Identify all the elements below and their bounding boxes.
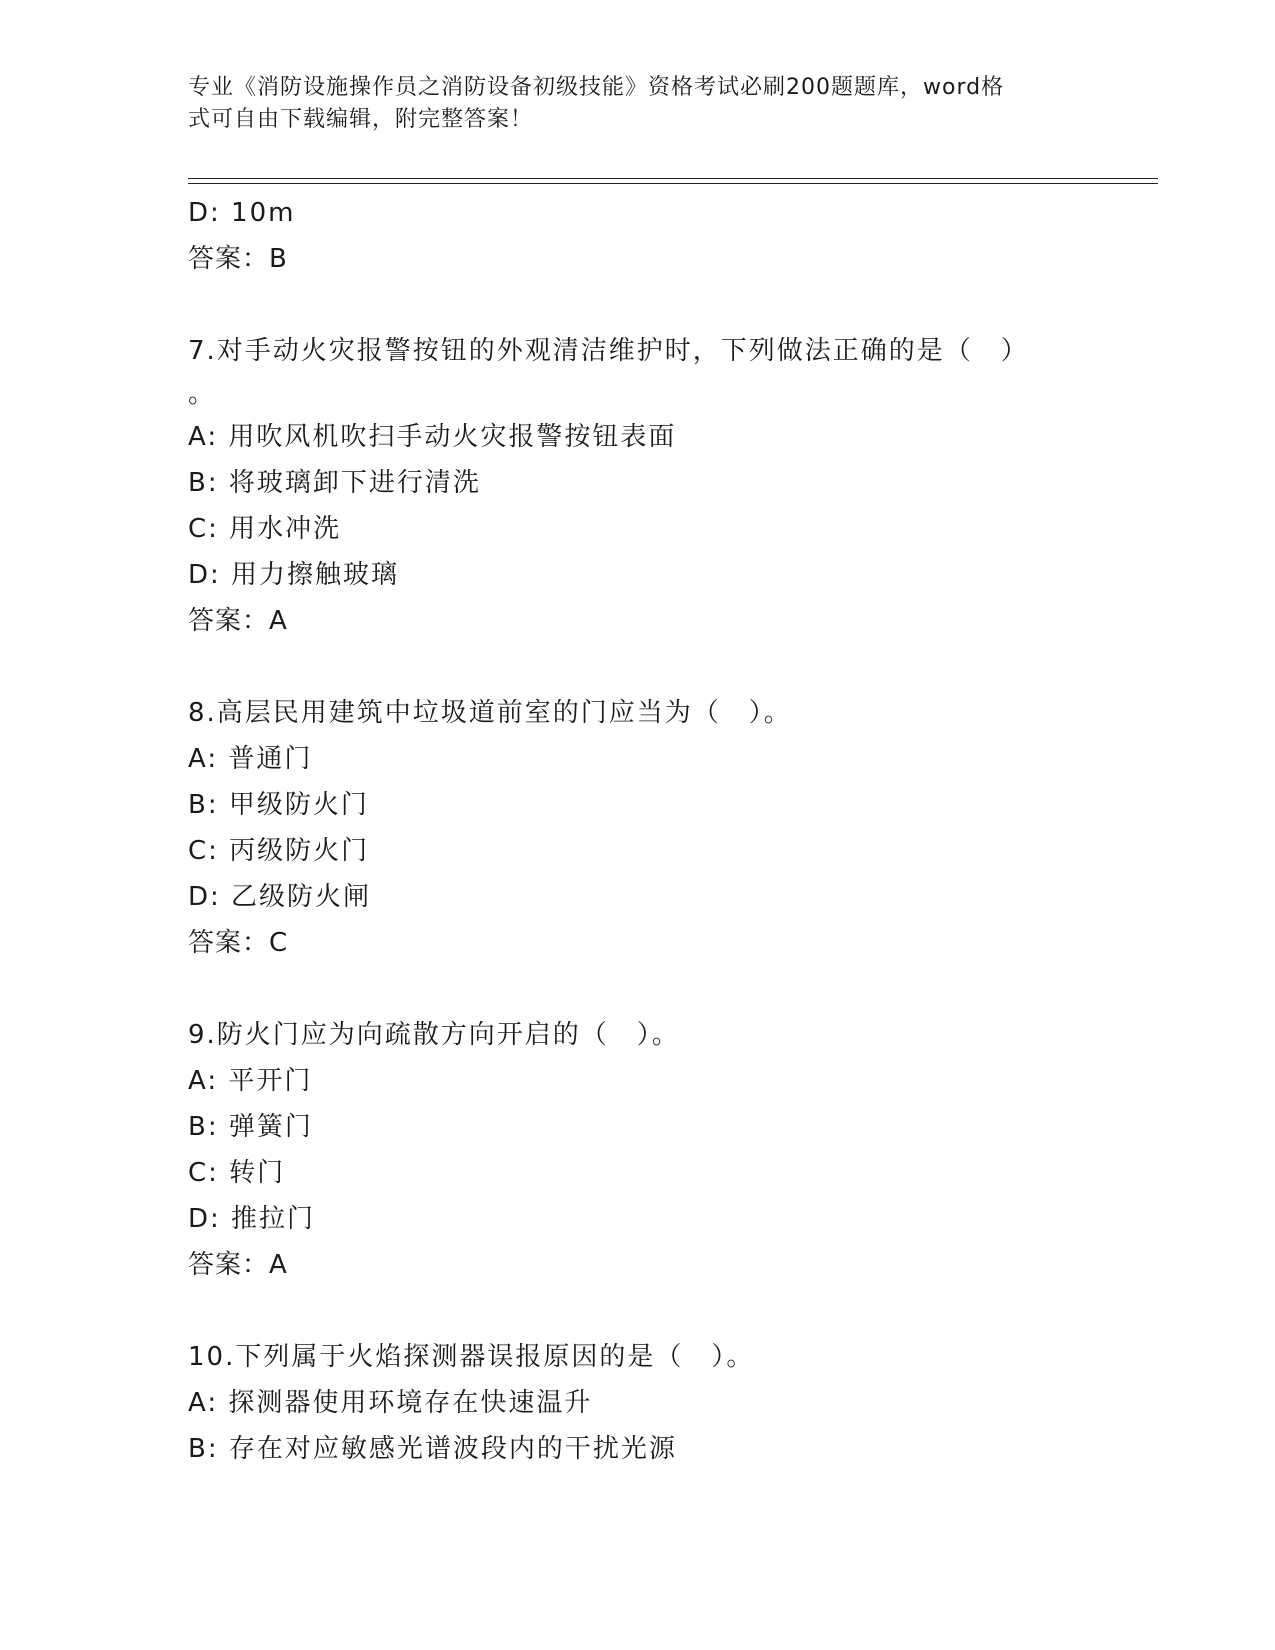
q7-answer: 答案：A (188, 606, 288, 636)
q8-answer: 答案：C (188, 928, 289, 958)
q6-option-d: D: 10m (188, 198, 296, 228)
q10-stem: 10.下列属于火焰探测器误报原因的是（ ）。 (188, 1342, 755, 1372)
document-header (188, 72, 1088, 136)
q7-option-c: C: 用水冲洗 (188, 514, 342, 544)
q7-stem: 7.对手动火灾报警按钮的外观清洁维护时，下列做法正确的是（ ） (188, 336, 1029, 366)
q10-option-b: B: 存在对应敏感光谱波段内的干扰光源 (188, 1434, 677, 1464)
q7-stem-cont: 。 (188, 379, 217, 409)
spacer (188, 1288, 1088, 1334)
q9-option-a: A: 平开门 (188, 1066, 313, 1096)
spacer (188, 644, 1088, 690)
q9-option-b: B: 弹簧门 (188, 1112, 313, 1142)
spacer (188, 282, 1088, 328)
q9-option-d: D: 推拉门 (188, 1204, 316, 1234)
q8-option-b: B: 甲级防火门 (188, 790, 369, 820)
q7-option-b: B: 将玻璃卸下进行清洗 (188, 468, 481, 498)
q8-option-d: D: 乙级防火闸 (188, 882, 372, 912)
header-line-2: 式可自由下载编辑，附完整答案！ (188, 107, 534, 132)
q8-option-c: C: 丙级防火门 (188, 836, 370, 866)
q7-option-a: A: 用吹风机吹扫手动火灾报警按钮表面 (188, 422, 677, 452)
header-line-1: 专业《消防设施操作员之消防设备初级技能》资格考试必刷200题题库，word格 (188, 75, 1005, 100)
header-divider-bottom (188, 183, 1158, 184)
q6-answer: 答案：B (188, 244, 288, 274)
question-list (188, 190, 1088, 1472)
q7-option-d: D: 用力擦触玻璃 (188, 560, 400, 590)
spacer (188, 966, 1088, 1012)
q8-option-a: A: 普通门 (188, 744, 313, 774)
q9-option-c: C: 转门 (188, 1158, 286, 1188)
q8-stem: 8.高层民用建筑中垃圾道前室的门应当为（ ）。 (188, 698, 792, 728)
header-divider-top (188, 178, 1158, 179)
q9-answer: 答案：A (188, 1250, 288, 1280)
q10-option-a: A: 探测器使用环境存在快速温升 (188, 1388, 593, 1418)
q9-stem: 9.防火门应为向疏散方向开启的（ ）。 (188, 1020, 680, 1050)
